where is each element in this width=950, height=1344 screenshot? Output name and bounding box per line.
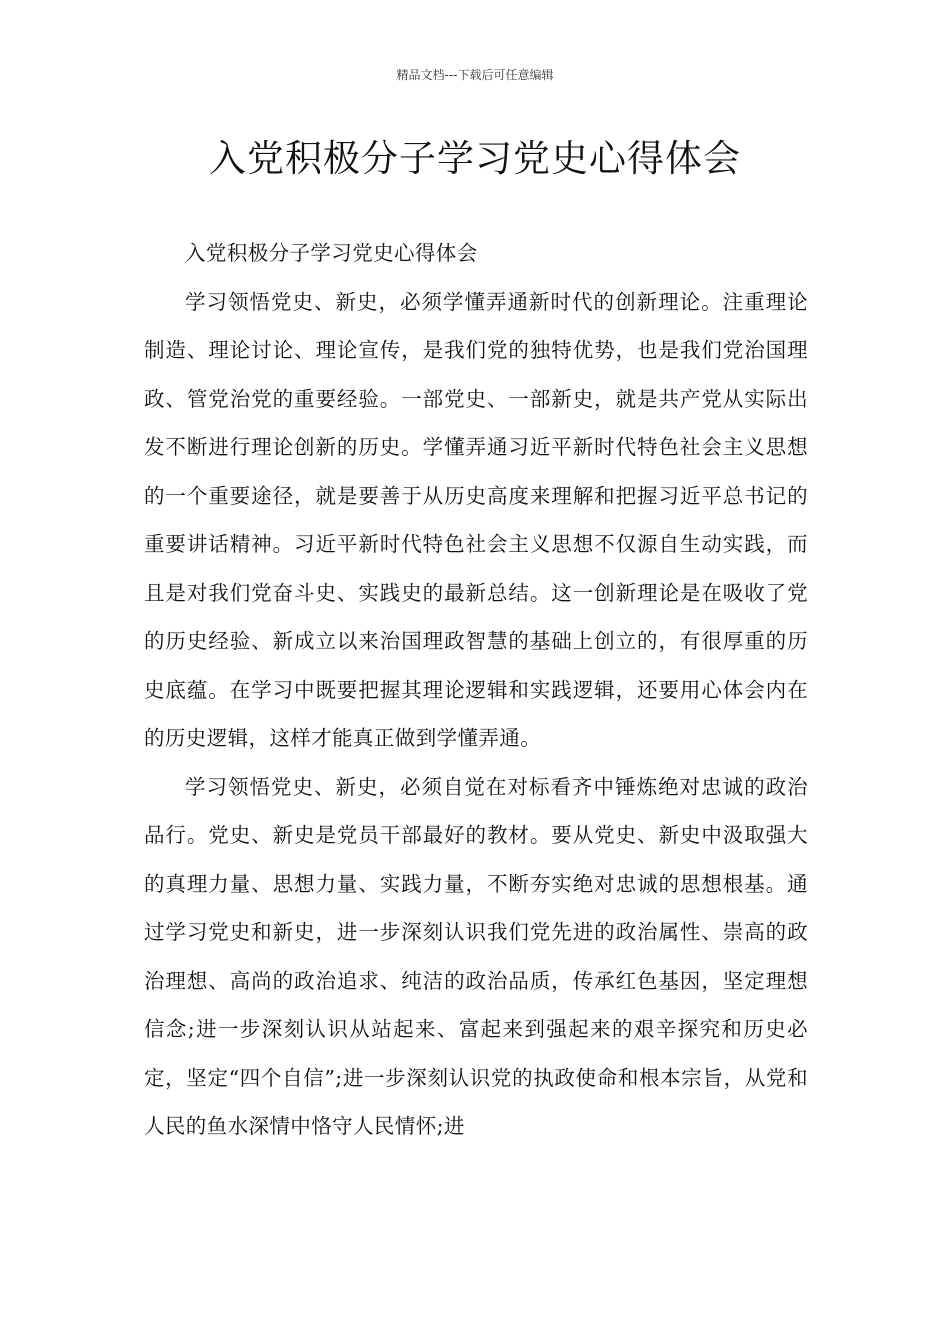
header-note: 精品文档---下载后可任意编辑 [396, 68, 554, 82]
document-body [144, 229, 808, 1151]
paragraph-subtitle: 入党积极分子学习党史心得体会 [185, 241, 478, 265]
paragraph: 学习领悟党史、新史，必须自觉在对标看齐中锤炼绝对忠诚的政治品行。党史、新史是党员干部最好的教材。要从党史、新史中汲取强大的真理力量、思想力量、实践力量，不断夯实绝对忠诚的思想根基。通过学习党史和新史，进一步深刻认识我们党先进的政治属性、崇高的政治理想、高尚的政治追求、纯洁的政治品质，传承红色基因，坚定理想信念;进一步深刻认识从站起来、富起来到强起来的艰辛探究和历史必定，坚定“四个自信”;进一步深刻认识党的执政使命和根本宗旨，从党和人民的鱼水深情中恪守人民情怀;进 [144, 774, 808, 1138]
document-title: 入党积极分子学习党史心得体会 [209, 137, 741, 180]
paragraph: 学习领悟党史、新史，必须学懂弄通新时代的创新理论。注重理论制造、理论讨论、理论宣传，是我们党的独特优势，也是我们党治国理政、管党治党的重要经验。一部党史、一部新史，就是共产党从实际出发不断进行理论创新的历史。学懂弄通习近平新时代特色社会主义思想的一个重要途径，就是要善于从历史高度来理解和把握习近平总书记的重要讲话精神。习近平新时代特色社会主义思想不仅源自生动实践，而且是对我们党奋斗史、实践史的最新总结。这一创新理论是在吸收了党的历史经验、新成立以来治国理政智慧的基础上创立的，有很厚重的历史底蕴。在学习中既要把握其理论逻辑和实践逻辑，还要用心体会内在的历史逻辑，这样才能真正做到学懂弄通。 [144, 289, 808, 750]
